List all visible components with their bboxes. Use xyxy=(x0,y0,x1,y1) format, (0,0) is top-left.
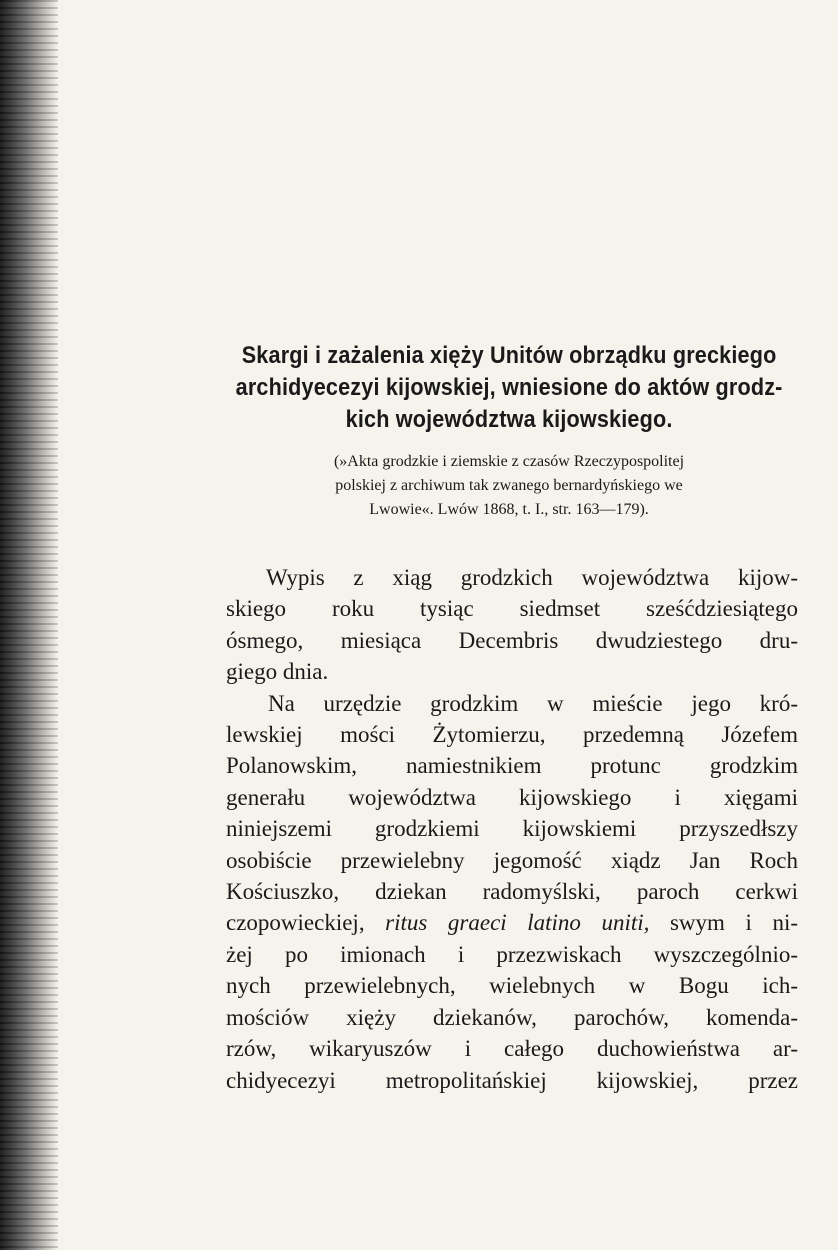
text-line: Na urzędzie grodzkim w mieście jego kró- xyxy=(268,690,798,716)
heading-line: archidyecezyi kijowskiej, wniesione do aktów grodz- xyxy=(235,374,783,401)
text-line: skiego roku tysiąc siedmset sześćdziesiątego xyxy=(226,596,798,622)
text-line: generału województwa kijowskiego i xięgami xyxy=(226,784,798,810)
heading-line: Skargi i zażalenia xięży Unitów obrządku greckiego xyxy=(241,342,777,369)
text-line: Kościuszko, dziekan radomyślski, paroch cerkwi xyxy=(226,879,798,905)
italic-latin-phrase: ritus graeci latino uniti, xyxy=(385,910,650,936)
section-heading xyxy=(222,340,796,436)
citation-line: polskiej z archiwum tak zwanego bernardyńskiego we xyxy=(335,477,683,494)
paragraph-2 xyxy=(226,688,798,1096)
book-binding-edge xyxy=(0,0,58,1250)
text-line: chidyecezyi metropolitańskiej kijowskiej, przez xyxy=(226,1067,798,1093)
citation-line: (»Akta grodzkie i ziemskie z czasów Rzeczypospolitej xyxy=(333,453,685,470)
source-citation xyxy=(222,450,796,522)
text-line xyxy=(226,907,798,938)
text-line: giego dnia. xyxy=(226,659,329,685)
text-line: nych przewielebnych, wielebnych w Bogu ich- xyxy=(226,973,798,999)
text-fragment: czopowieckiej, xyxy=(226,910,365,936)
text-line: Polanowskim, namiestnikiem protunc grodzkim xyxy=(226,753,798,779)
text-line: rzów, wikaryuszów i całego duchowieństwa ar- xyxy=(226,1036,798,1062)
text-line: osobiście przewielebny jegomość xiądz Jan Roch xyxy=(226,847,798,873)
body-text xyxy=(226,562,798,1096)
text-line: niniejszemi grodzkiemi kijowskiemi przyszedłszy xyxy=(226,816,798,842)
text-fragment: swym i ni- xyxy=(669,910,799,936)
text-line: ósmego, miesiąca Decembris dwudziestego dru- xyxy=(226,627,798,653)
text-line: żej po imionach i przezwiskach wyszczególnio- xyxy=(226,941,798,967)
text-line: Wypis z xiąg grodzkich województwa kijow- xyxy=(266,565,798,590)
paragraph-1 xyxy=(226,562,798,688)
heading-line: kich województwa kijowskiego. xyxy=(345,406,673,433)
text-line: lewskiej mości Żytomierzu, przedemną Józefem xyxy=(226,722,798,748)
text-line: mościów xięży dziekanów, parochów, komenda- xyxy=(226,1004,798,1030)
citation-line: Lwowie«. Lwów 1868, t. I., str. 163—179). xyxy=(369,501,649,518)
